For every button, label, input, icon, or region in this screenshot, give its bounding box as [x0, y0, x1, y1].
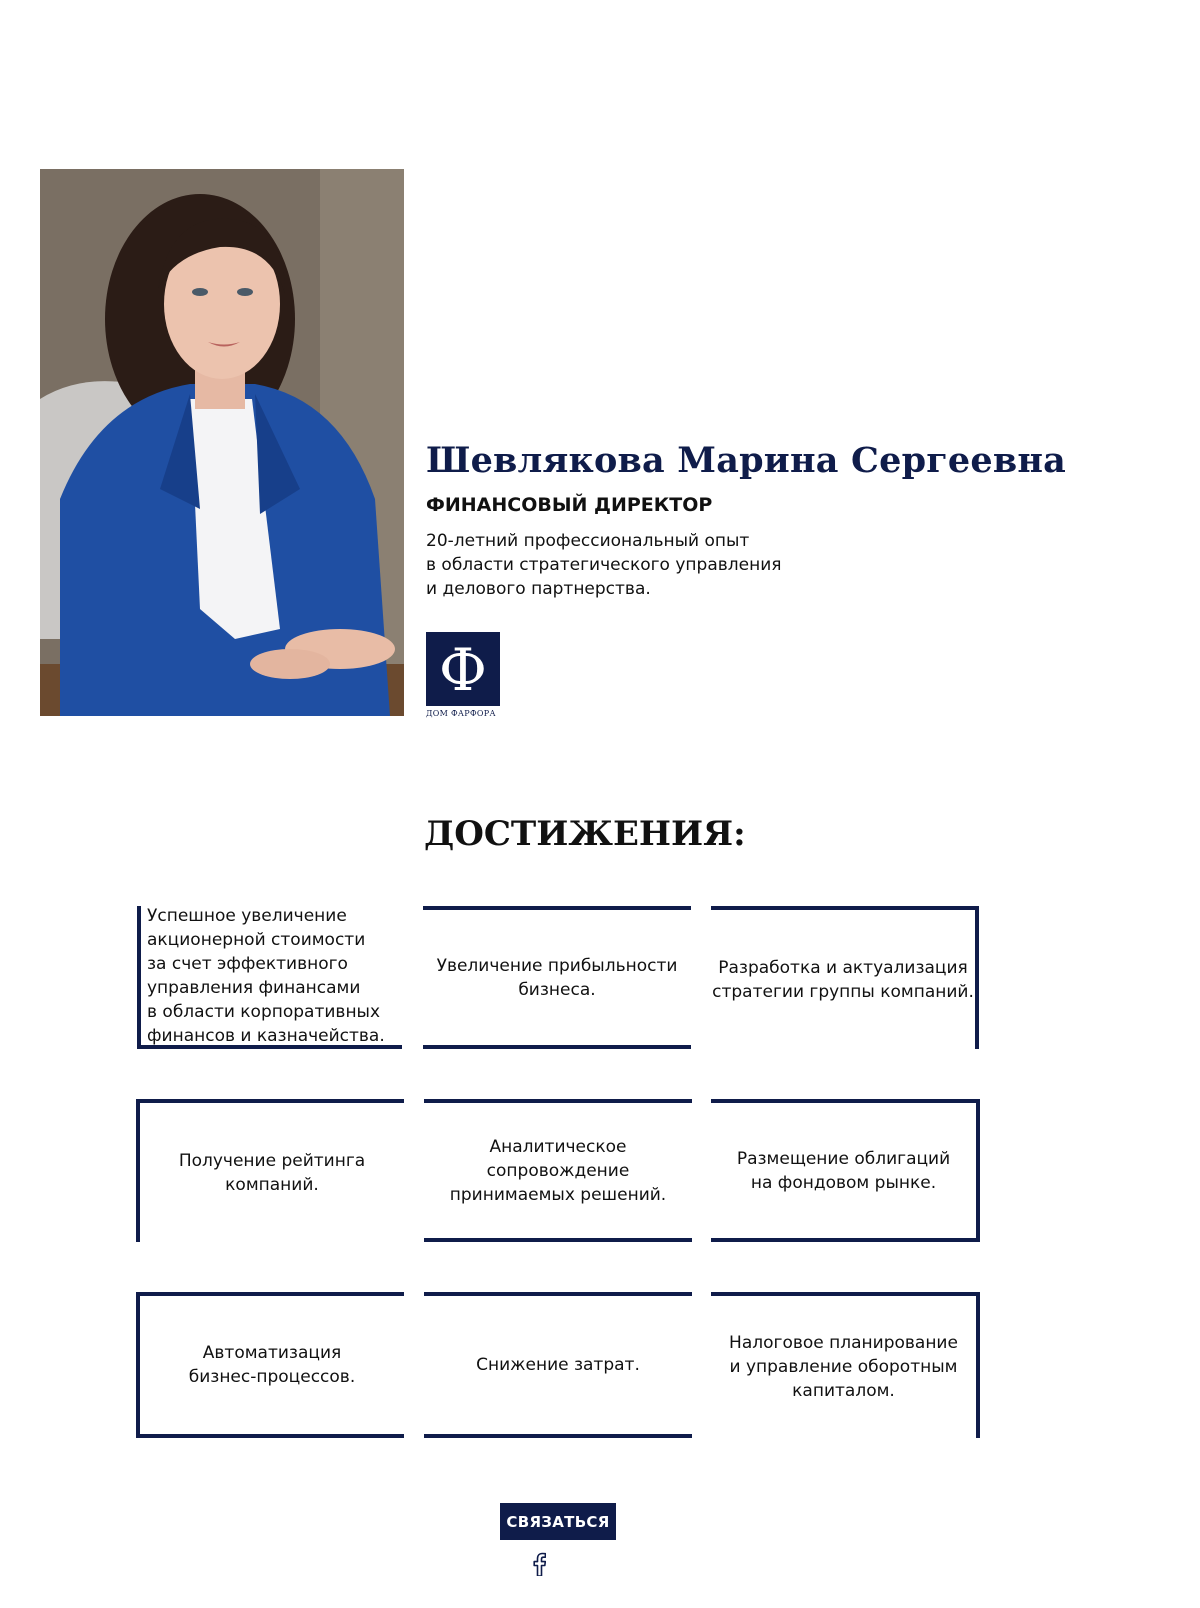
svg-text:Ф: Ф — [438, 636, 488, 704]
profile-bio — [426, 529, 826, 601]
achievement-card — [424, 1099, 692, 1242]
achievement-line: бизнеса. — [518, 979, 596, 1000]
achievement-line: стратегии группы компаний. — [712, 981, 974, 1002]
achievement-line: Снижение затрат. — [476, 1355, 640, 1375]
profile-name: Шевлякова Марина Сергеевна — [426, 440, 1067, 481]
achievement-line: Размещение облигаций — [736, 1148, 951, 1169]
achievement-line: Разработка и актуализация — [718, 957, 968, 978]
achievement-line: управления финансами — [147, 977, 361, 998]
achievement-line: Получение рейтинга — [178, 1150, 366, 1171]
facebook-icon — [532, 1552, 546, 1576]
achievement-card — [136, 1099, 404, 1242]
profile-role: ФИНАНСОВЫЙ ДИРЕКТОР — [426, 494, 713, 516]
achievement-line: бизнес-процессов. — [188, 1367, 356, 1387]
achievement-card — [424, 1292, 692, 1438]
facebook-link[interactable] — [528, 1551, 550, 1577]
achievement-line: финансов и казначейства. — [147, 1025, 385, 1046]
bio-line: в области стратегического управления — [426, 555, 782, 575]
achievement-line: за счет эффективного — [147, 953, 348, 974]
achievement-card — [137, 906, 402, 1049]
company-logo — [426, 632, 502, 718]
contact-button[interactable]: СВЯЗАТЬСЯ — [500, 1503, 616, 1540]
achievement-card — [711, 1099, 980, 1242]
achievement-line: компаний. — [225, 1174, 319, 1195]
profile-photo — [40, 169, 404, 716]
achievement-line: акционерной стоимости — [147, 929, 366, 950]
achievement-line: на фондовом рынке. — [750, 1172, 937, 1193]
achievement-line: принимаемых решений. — [449, 1184, 667, 1205]
achievements-title: ДОСТИЖЕНИЯ: — [424, 814, 746, 854]
achievement-line: сопровождение — [486, 1160, 630, 1181]
achievement-line: Увеличение прибыльности — [436, 955, 678, 976]
bio-line: 20-летний профессиональный опыт — [426, 531, 750, 551]
achievement-line: Аналитическое — [489, 1136, 627, 1157]
achievement-line: капиталом. — [792, 1381, 895, 1401]
phi-letter-icon — [426, 632, 500, 706]
achievement-card — [711, 906, 979, 1049]
logo-caption: ДОМ ФАРФОРА — [426, 709, 496, 718]
achievement-line: Налоговое планирование — [729, 1333, 958, 1353]
achievement-line: в области корпоративных — [147, 1001, 381, 1022]
achievement-card — [423, 906, 691, 1049]
achievement-card — [711, 1292, 980, 1438]
logo-mark — [426, 632, 500, 706]
achievement-card — [136, 1292, 404, 1438]
bio-line: и делового партнерства. — [426, 579, 651, 599]
achievement-line: Успешное увеличение — [147, 905, 347, 926]
achievement-line: Автоматизация — [202, 1343, 342, 1363]
achievement-line: и управление оборотным — [729, 1357, 958, 1377]
